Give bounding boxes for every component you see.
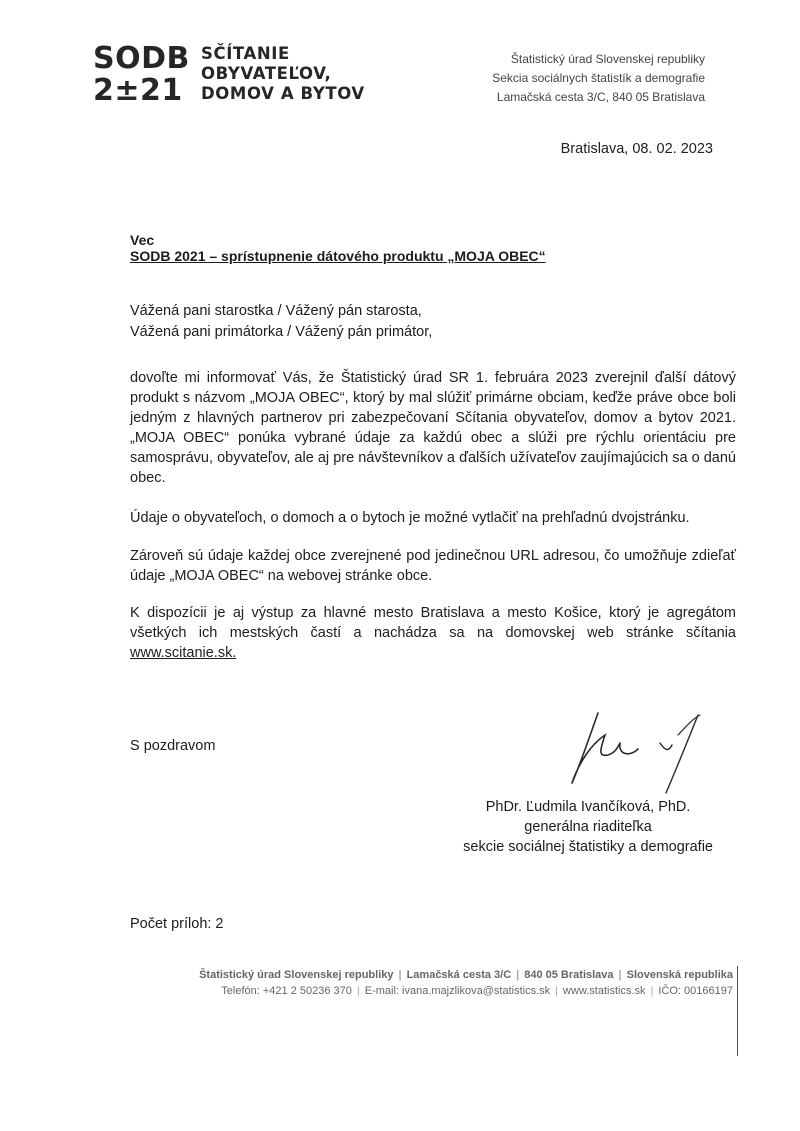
footer-country: Slovenská republika: [626, 969, 733, 981]
footer: [199, 967, 733, 999]
sender-address: [492, 50, 705, 107]
logo-text-line1: SČÍTANIE: [201, 44, 290, 63]
footer-ico: IČO: 00166197: [658, 985, 733, 997]
logo-text-line2: OBYVATEĽOV,: [201, 64, 332, 83]
footer-line1: [199, 967, 733, 983]
paragraph-4: [130, 603, 736, 663]
logo-code-line1: SODB: [93, 41, 190, 76]
logo-code: [93, 41, 190, 108]
signer-block: [463, 797, 713, 857]
footer-separator: |: [516, 969, 520, 981]
signer-title: generálna riaditeľka: [524, 819, 652, 835]
footer-email[interactable]: E-mail: ivana.majzlikova@statistics.sk: [364, 985, 551, 997]
scitanie-link[interactable]: www.scitanie.sk.: [130, 645, 237, 661]
greeting: [130, 301, 432, 343]
sender-line2: Sekcia sociálnych štatistík a demografie: [492, 71, 705, 85]
paragraph-4-text: K dispozícii je aj výstup za hlavné mesto Bratislava a mesto Košice, ktorý je agregátom všetkých ich mestských častí a nachádza sa na domovskej web stránke sčítania: [130, 605, 736, 641]
footer-separator: |: [650, 985, 654, 997]
paragraph-1: dovoľte mi informovať Vás, že Štatistický úrad SR 1. februára 2023 zverejnil ďalší dátový produkt s názvom „MOJA OBEC“, ktorý by mal slúžiť primárne obciam, keďže práve obce boli jedným z hlavných partnerov pri zabezpečovaní Sčítania obyvateľov, domov a bytov 2021. „MOJA OBEC“ ponúka vybrané údaje za každú obec a slúži pre rýchlu orientáciu pre samosprávu, obyvateľov, ale aj pre návštevníkov a ďalších užívateľov zaujímajúcich sa o danú obec.: [130, 370, 736, 486]
footer-street: Lamačská cesta 3/C: [406, 969, 512, 981]
logo-code-line2: 2±21: [93, 73, 183, 108]
logo-text: [201, 44, 365, 104]
handwritten-signature: [560, 705, 720, 795]
signer-name: PhDr. Ľudmila Ivančíková, PhD.: [485, 799, 691, 815]
footer-separator: |: [618, 969, 622, 981]
sender-line3: Lamačská cesta 3/C, 840 05 Bratislava: [496, 90, 705, 104]
margin-line: [737, 966, 738, 1056]
footer-city: 840 05 Bratislava: [524, 969, 614, 981]
signer-department: sekcie sociálnej štatistiky a demografie: [463, 839, 713, 855]
paragraph-3: Zároveň sú údaje každej obce zverejnené pod jedinečnou URL adresou, čo umožňuje zdieľať údaje „MOJA OBEC“ na webovej stránke obce.: [130, 548, 736, 584]
footer-separator: |: [356, 985, 360, 997]
logo-text-line3: DOMOV A BYTOV: [201, 84, 365, 103]
subject-text: SODB 2021 – sprístupnenie dátového produktu „MOJA OBEC“: [130, 248, 546, 264]
letter-date: Bratislava, 08. 02. 2023: [560, 141, 713, 157]
closing: S pozdravom: [130, 738, 216, 754]
greeting-line1: Vážená pani starostka / Vážený pán starosta,: [130, 303, 422, 319]
footer-org: Štatistický úrad Slovenskej republiky: [199, 969, 394, 981]
subject-label: Vec: [130, 232, 155, 248]
paragraph-2: Údaje o obyvateľoch, o domoch a o bytoch je možné vytlačiť na prehľadnú dvojstránku.: [130, 510, 690, 526]
footer-phone: Telefón: +421 2 50236 370: [221, 985, 352, 997]
footer-line2: [199, 983, 733, 999]
greeting-line2: Vážená pani primátorka / Vážený pán primátor,: [130, 324, 433, 340]
footer-separator: |: [555, 985, 558, 997]
attachments-count: Počet príloh: 2: [130, 916, 224, 932]
footer-web[interactable]: www.statistics.sk: [563, 985, 646, 997]
footer-separator: |: [398, 969, 402, 981]
sender-line1: Štatistický úrad Slovenskej republiky: [510, 52, 705, 66]
